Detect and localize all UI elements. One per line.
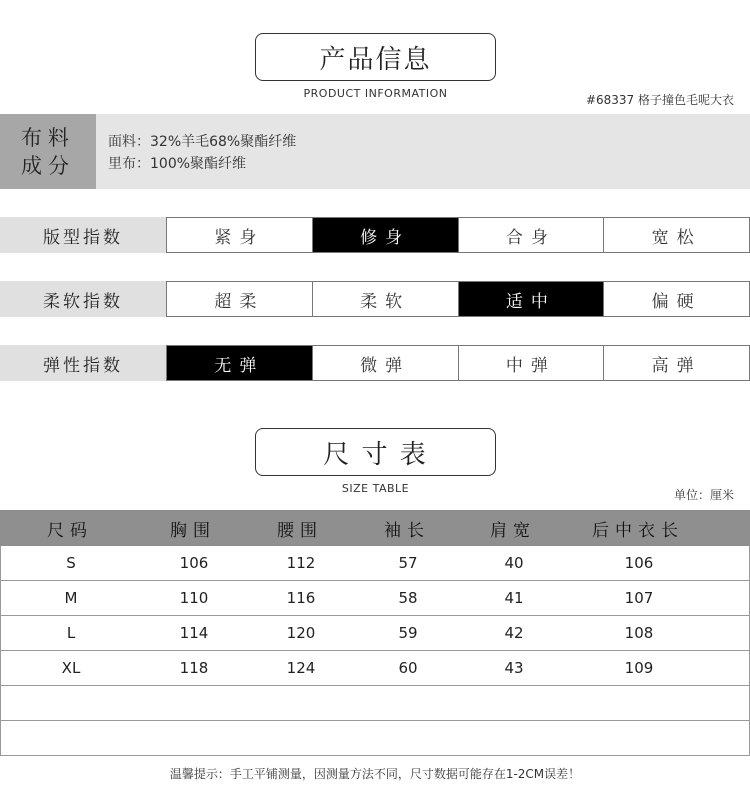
cell-size: M (64, 589, 78, 607)
cell-size: XL (61, 659, 81, 677)
softness-index-options (166, 281, 750, 317)
size-table-title: 尺 寸 表 (255, 428, 496, 476)
cell-chest: 110 (179, 589, 209, 607)
elasticity-option: 高弹 (603, 346, 749, 380)
cell-waist: 120 (286, 624, 316, 642)
product-info-title: 产品信息 (255, 33, 496, 81)
cell-sleeve: 59 (398, 624, 418, 642)
header-waist: 腰围 (277, 520, 323, 541)
size-table-header (0, 510, 750, 546)
product-code: #68337 格子撞色毛呢大衣 (585, 93, 734, 107)
measurement-tip: 温馨提示：手工平铺测量，因测量方法不同，尺寸数据可能存在1-2CM误差！ (169, 767, 581, 781)
elasticity-option: 中弹 (458, 346, 604, 380)
fit-option: 紧身 (167, 218, 312, 252)
cell-waist: 116 (286, 589, 316, 607)
fabric-face: 面料：32%羊毛68%聚酯纤维 (108, 134, 297, 150)
cell-back-length: 106 (624, 554, 654, 572)
cell-chest: 114 (179, 624, 209, 642)
cell-back-length: 107 (624, 589, 654, 607)
fit-option: 合身 (458, 218, 604, 252)
cell-shoulder: 42 (504, 624, 524, 642)
header-chest: 胸围 (170, 520, 216, 541)
material-label-line2: 成分 (21, 153, 75, 178)
header-sleeve: 袖长 (384, 520, 430, 541)
elasticity-index-label: 弹性指数 (0, 345, 166, 381)
material-label (0, 114, 96, 189)
table-row (0, 581, 750, 616)
size-table (0, 510, 750, 756)
size-unit: 单位：厘米 (673, 488, 734, 502)
elasticity-index-row (0, 345, 750, 381)
softness-option: 柔软 (312, 282, 458, 316)
elasticity-index-options (166, 345, 750, 381)
cell-sleeve: 60 (398, 659, 418, 677)
fit-index-label: 版型指数 (0, 217, 166, 253)
softness-option: 超柔 (167, 282, 312, 316)
softness-option: 偏硬 (603, 282, 749, 316)
cell-size: S (66, 554, 76, 572)
table-row (0, 616, 750, 651)
header-size: 尺码 (47, 520, 93, 541)
cell-size: L (66, 624, 76, 642)
table-row (0, 546, 750, 581)
fabric-lining: 里布：100%聚酯纤维 (108, 156, 247, 172)
fit-option-selected: 修身 (312, 218, 458, 252)
header-back-length: 后中衣长 (592, 520, 684, 541)
fit-index-row (0, 217, 750, 253)
table-row-empty (0, 686, 750, 721)
cell-shoulder: 43 (504, 659, 524, 677)
header-shoulder: 肩宽 (490, 520, 536, 541)
cell-waist: 112 (286, 554, 316, 572)
softness-index-row (0, 281, 750, 317)
elasticity-option-selected: 无弹 (167, 346, 312, 380)
cell-shoulder: 40 (504, 554, 524, 572)
table-row (0, 651, 750, 686)
softness-index-label: 柔软指数 (0, 281, 166, 317)
table-row-empty (0, 721, 750, 756)
material-label-line1: 布料 (21, 125, 75, 150)
fit-index-options (166, 217, 750, 253)
size-table-subtitle: SIZE TABLE (341, 482, 410, 495)
product-info-subtitle: PRODUCT INFORMATION (303, 87, 448, 100)
cell-chest: 106 (179, 554, 209, 572)
cell-back-length: 108 (624, 624, 654, 642)
cell-chest: 118 (179, 659, 209, 677)
cell-sleeve: 57 (398, 554, 418, 572)
softness-option-selected: 适中 (458, 282, 604, 316)
cell-waist: 124 (286, 659, 316, 677)
material-section (0, 114, 750, 189)
material-lines (108, 131, 296, 175)
cell-back-length: 109 (624, 659, 654, 677)
elasticity-option: 微弹 (312, 346, 458, 380)
cell-sleeve: 58 (398, 589, 418, 607)
fit-option: 宽松 (603, 218, 749, 252)
cell-shoulder: 41 (504, 589, 524, 607)
